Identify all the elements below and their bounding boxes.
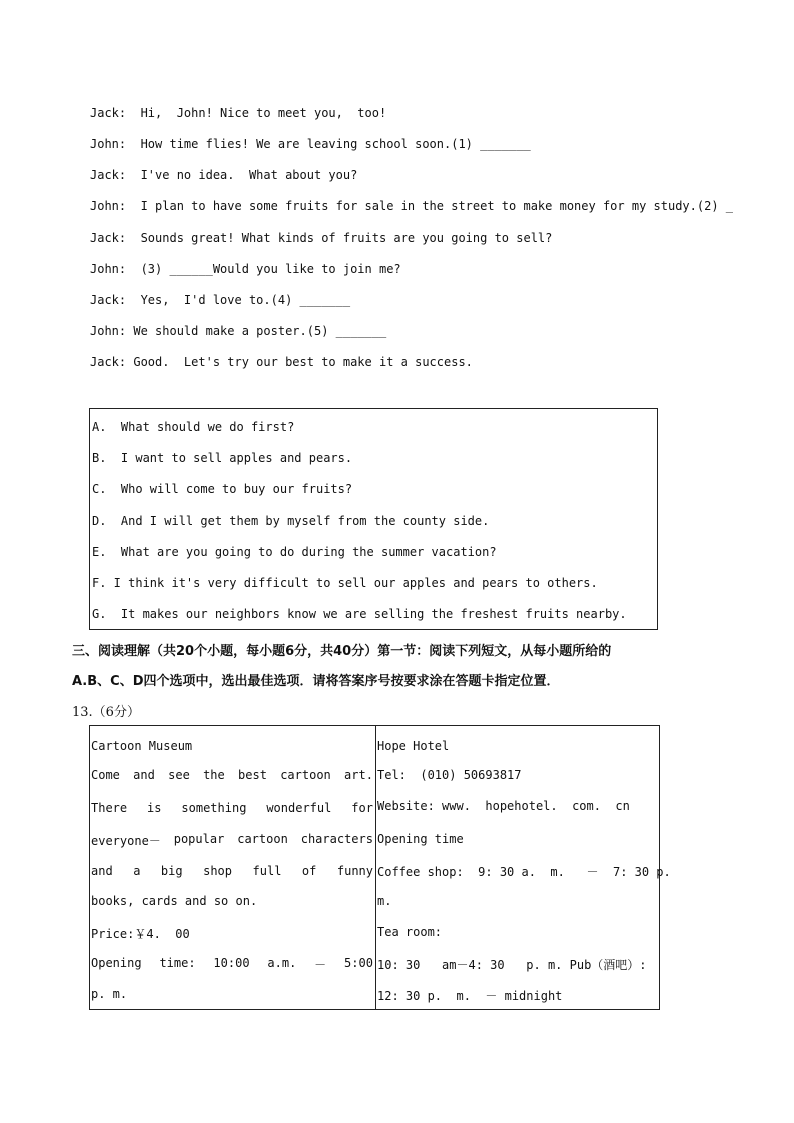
word: of — [301, 864, 317, 878]
word: a — [133, 864, 141, 878]
word: a.m. — [267, 956, 297, 970]
hotel-coffee-line: Coffee shop: 9: 30 a. m. － 7: 30 p. — [377, 865, 671, 879]
museum-desc-line — [91, 832, 373, 849]
word: Opening — [91, 956, 142, 970]
word: the — [203, 768, 225, 782]
word: shop — [203, 864, 233, 878]
word: for — [351, 801, 373, 815]
word: Come — [91, 768, 120, 782]
option-item: D. And I will get them by myself from the county side. — [92, 514, 490, 528]
word: 10:00 — [213, 956, 250, 970]
dialog-line: John: I plan to have some fruits for sale in the street to make money for my study.(2) _ — [90, 199, 733, 213]
museum-opening-line — [91, 956, 373, 973]
hope-hotel-cell — [376, 726, 671, 1010]
question-number: 13.（6分） — [72, 705, 140, 720]
word: 5:00 — [344, 956, 373, 970]
dialog-line: Jack: Sounds great! What kinds of fruits are you going to sell? — [90, 231, 553, 245]
word: something — [181, 801, 247, 815]
word: － — [314, 958, 327, 972]
word: popular — [173, 832, 225, 846]
museum-desc-line — [91, 768, 373, 782]
word: is — [147, 801, 162, 815]
dialog-line: Jack: Good. Let's try our best to make it a success. — [90, 355, 473, 369]
dialog-line: John: We should make a poster.(5) _______ — [90, 324, 387, 338]
word: time: — [159, 956, 196, 970]
dialog-line: Jack: Hi, John! Nice to meet you, too! — [90, 106, 387, 120]
option-item: B. I want to sell apples and pears. — [92, 451, 353, 465]
dialog-line: John: (3) ______Would you like to join me? — [90, 262, 401, 276]
museum-opening-line: p. m. — [91, 987, 128, 1001]
word: There — [91, 801, 128, 815]
hotel-pub-line: 12: 30 p. m. － midnight — [377, 989, 563, 1003]
museum-desc-line — [91, 864, 373, 878]
dialog-line: Jack: Yes, I'd love to.(4) _______ — [90, 293, 351, 307]
word: see — [168, 768, 190, 782]
word: everyone－ — [91, 834, 161, 848]
museum-desc-line — [91, 801, 373, 815]
dialog-line: Jack: I've no idea. What about you? — [90, 168, 358, 182]
museum-desc-line: books, cards and so on. — [91, 894, 258, 908]
info-table — [89, 725, 671, 1010]
word: characters — [300, 832, 373, 846]
hotel-opening-time: Opening time — [377, 832, 464, 846]
word: art. — [344, 768, 373, 782]
hotel-tea-room: Tea room: — [377, 925, 443, 939]
option-item: E. What are you going to do during the summer vacation? — [92, 545, 497, 559]
word: funny — [336, 864, 373, 878]
word: wonderful — [266, 801, 332, 815]
hotel-tea-line: 10: 30 am－4: 30 p. m. Pub（酒吧）: — [377, 958, 647, 972]
hotel-tel: Tel: (010) 50693817 — [377, 768, 522, 782]
word: and — [133, 768, 155, 782]
option-item: G. It makes our neighbors know we are selling the freshest fruits nearby. — [92, 607, 627, 621]
word: cartoon — [237, 832, 288, 846]
options-box — [89, 408, 658, 630]
hotel-title: Hope Hotel — [377, 739, 450, 753]
hotel-website: Website: www. hopehotel. com. cn — [377, 799, 630, 813]
cartoon-museum-cell — [90, 726, 376, 1010]
word: big — [160, 864, 183, 878]
dialog-line: John: How time flies! We are leaving school soon.(1) _______ — [90, 137, 531, 151]
word: and — [91, 864, 113, 878]
option-item: A. What should we do first? — [92, 420, 295, 434]
section-heading-line1: 三、阅读理解（共20个小题，每小题6分，共40分）第一节：阅读下列短文，从每小题所给的 — [72, 644, 612, 659]
word: full — [252, 864, 282, 878]
museum-title: Cartoon Museum — [91, 739, 193, 753]
option-item: C. Who will come to buy our fruits? — [92, 482, 353, 496]
word: cartoon — [280, 768, 331, 782]
museum-price: Price:￥4. 00 — [91, 927, 190, 941]
option-item: F. I think it's very difficult to sell our apples and pears to others. — [92, 576, 598, 590]
word: best — [238, 768, 267, 782]
hotel-coffee-line: m. — [377, 894, 392, 908]
section-heading-line2: A.B、C、D四个选项中，选出最佳选项．请将答案序号按要求涂在答题卡指定位置． — [72, 674, 560, 689]
